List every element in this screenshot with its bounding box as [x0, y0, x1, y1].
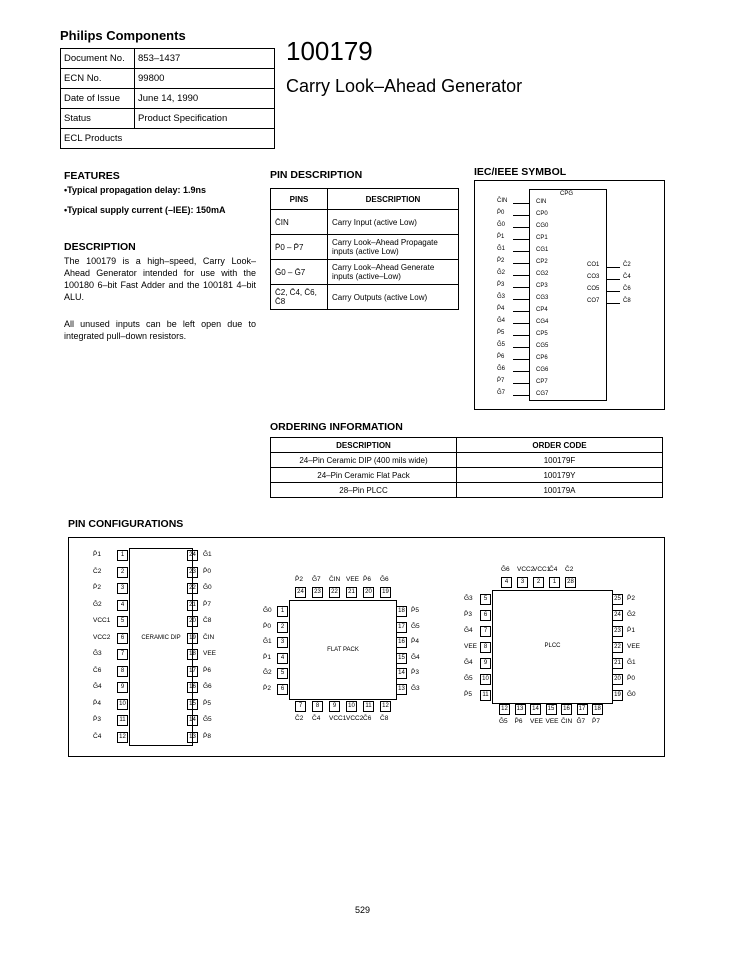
symbol-input-line	[513, 299, 529, 300]
symbol-output-label: C̄6	[623, 286, 631, 292]
pin-number: 24	[612, 610, 623, 621]
pin-number: 3	[277, 637, 288, 648]
symbol-input-label: P̄1	[497, 234, 505, 240]
pin-number: 9	[480, 658, 491, 669]
pin-label: Ḡ6	[380, 576, 389, 583]
symbol-output-label: C̄4	[623, 274, 631, 280]
pin-label: P̄5	[411, 607, 419, 614]
pin-label: Ḡ2	[627, 611, 636, 618]
symbol-input-label: P̄6	[497, 354, 505, 360]
order-code: 100179Y	[457, 468, 663, 483]
pin-number: 22	[612, 642, 623, 653]
symbol-inner-label: CP0	[536, 211, 548, 217]
order-row	[271, 468, 663, 483]
pin-desc: Carry Input (active Low)	[328, 210, 459, 235]
symbol-inner-label: CP5	[536, 331, 548, 337]
pin-number: 17	[396, 622, 407, 633]
pin-desc: Carry Outputs (active Low)	[328, 285, 459, 310]
doc-info-value: 99800	[135, 69, 275, 89]
pin-configurations	[68, 537, 665, 757]
col-order-code: ORDER CODE	[457, 438, 663, 453]
pin-label: P̄5	[464, 691, 472, 698]
pin-label: Ḡ2	[263, 669, 272, 676]
pin-number: 10	[346, 701, 357, 712]
symbol-inner-label: CG4	[536, 319, 549, 325]
pin-label: VEE	[545, 718, 559, 725]
symbol-input-line	[513, 311, 529, 312]
symbol-input-label: Ḡ2	[497, 270, 506, 276]
pin-label: P̄7	[203, 600, 211, 608]
doc-info-value: 853–1437	[135, 49, 275, 69]
feature-2: •Typical supply current (–IEE): 150mA	[64, 205, 226, 215]
pin-number: 12	[380, 701, 391, 712]
pin-number: 10	[117, 699, 128, 710]
symbol-output-inner: CO7	[587, 298, 600, 304]
pin-label: Ḡ1	[627, 659, 636, 666]
pin-number: 15	[546, 704, 557, 715]
symbol-input-line	[513, 275, 529, 276]
pin-number: 8	[480, 642, 491, 653]
pin-number: 2	[533, 577, 544, 588]
pin-label: C̄2	[565, 566, 574, 573]
pin-number: 21	[187, 600, 198, 611]
symbol-input-line	[513, 371, 529, 372]
pin-label: Ḡ0	[263, 607, 272, 614]
pin-number: 7	[480, 626, 491, 637]
pin-number: 16	[561, 704, 572, 715]
pin-number: 20	[612, 674, 623, 685]
pin-number: 5	[480, 594, 491, 605]
pin-number: 7	[117, 649, 128, 660]
pin-label: C̄IN	[329, 576, 341, 583]
pin-number: 17	[577, 704, 588, 715]
pin-label: P̄5	[203, 699, 211, 707]
symbol-input-label: Ḡ4	[497, 318, 506, 324]
pin-number: 2	[277, 622, 288, 633]
document-info-table	[60, 48, 275, 149]
pin-number: 24	[187, 550, 198, 561]
pin-names: Ḡ0 – Ḡ7	[271, 260, 328, 285]
pin-label: VCC1	[533, 566, 551, 573]
doc-info-row	[61, 129, 275, 149]
doc-info-value: Product Specification	[135, 109, 275, 129]
order-code: 100179A	[457, 483, 663, 498]
pin-label: P̄2	[295, 576, 303, 583]
symbol-input-label: P̄2	[497, 258, 505, 264]
pin-label: VEE	[464, 643, 478, 650]
pin-number: 16	[396, 637, 407, 648]
pin-label: Ḡ5	[464, 675, 473, 682]
pin-description-heading: PIN DESCRIPTION	[270, 169, 363, 181]
pin-label: P̄6	[363, 576, 371, 583]
pin-label: C̄6	[93, 666, 102, 674]
pin-label: P̄6	[203, 666, 211, 674]
plcc-label: PLCC	[544, 643, 561, 649]
pin-number: 11	[363, 701, 374, 712]
pin-number: 23	[187, 567, 198, 578]
symbol-input-label: Ḡ0	[497, 222, 506, 228]
col-pins: PINS	[271, 189, 328, 210]
pin-label: P̄0	[263, 622, 271, 630]
col-order-description: DESCRIPTION	[271, 438, 457, 453]
symbol-output-line	[606, 267, 620, 268]
pin-number: 1	[549, 577, 560, 588]
symbol-output-label: C̄8	[623, 298, 631, 304]
order-desc: 24–Pin Ceramic DIP (400 mils wide)	[271, 453, 457, 468]
pin-number: 10	[480, 674, 491, 685]
pin-row	[271, 260, 459, 285]
symbol-inner-label: CG3	[536, 295, 549, 301]
pin-number: 4	[501, 577, 512, 588]
pin-number: 3	[117, 583, 128, 594]
symbol-inner-label: CG5	[536, 343, 549, 349]
pin-label: Ḡ6	[203, 683, 212, 690]
pin-row	[271, 235, 459, 260]
pin-number: 1	[117, 550, 128, 561]
symbol-input-line	[513, 395, 529, 396]
symbol-inner-label: CP4	[536, 307, 548, 313]
symbol-input-label: Ḡ7	[497, 390, 506, 396]
feature-1: •Typical propagation delay: 1.9ns	[64, 185, 207, 195]
pin-number: 6	[117, 633, 128, 644]
doc-info-label: Status	[61, 109, 135, 129]
symbol-input-line	[513, 287, 529, 288]
pin-number: 23	[312, 587, 323, 598]
pin-config-heading: PIN CONFIGURATIONS	[68, 518, 184, 530]
pin-label: P̄3	[464, 611, 472, 618]
pin-label: VEE	[346, 576, 360, 583]
symbol-input-line	[513, 383, 529, 384]
pin-desc: Carry Look–Ahead Generate inputs (active–Low)	[328, 260, 459, 285]
symbol-input-label: P̄7	[497, 378, 505, 384]
doc-info-row	[61, 109, 275, 129]
symbol-input-label: Ḡ1	[497, 246, 506, 252]
pin-number: 14	[396, 668, 407, 679]
symbol-block-label: CPG	[560, 191, 574, 197]
doc-info-value: June 14, 1990	[135, 89, 275, 109]
pin-number: 16	[187, 682, 198, 693]
symbol-block	[529, 189, 607, 401]
pin-number: 18	[592, 704, 603, 715]
pin-label: C̄2	[295, 715, 304, 722]
pin-number: 20	[187, 616, 198, 627]
pin-label: Ḡ4	[464, 627, 473, 634]
col-description: DESCRIPTION	[328, 189, 459, 210]
symbol-output-line	[606, 279, 620, 280]
plcc-package	[492, 590, 613, 704]
pin-label: P̄2	[627, 595, 635, 602]
pin-label: Ḡ0	[627, 691, 636, 698]
pin-number: 24	[295, 587, 306, 598]
doc-info-label: ECL Products	[61, 129, 275, 149]
pin-number: 19	[380, 587, 391, 598]
pin-number: 2	[117, 567, 128, 578]
pin-label: Ḡ3	[411, 684, 420, 692]
pin-number: 15	[396, 653, 407, 664]
flatpack-label: FLAT PACK	[327, 647, 359, 653]
pin-label: Ḡ3	[93, 650, 102, 657]
pin-label: C̄IN	[203, 633, 215, 641]
pin-label: VEE	[203, 650, 217, 657]
order-code: 100179F	[457, 453, 663, 468]
pin-description-table	[270, 188, 459, 310]
pin-number: 21	[346, 587, 357, 598]
flatpack-package	[289, 600, 397, 700]
symbol-output-label: C̄2	[623, 262, 631, 268]
symbol-input-line	[513, 347, 529, 348]
symbol-input-label: Ḡ5	[497, 342, 506, 348]
order-desc: 24–Pin Ceramic Flat Pack	[271, 468, 457, 483]
symbol-input-line	[513, 359, 529, 360]
symbol-output-line	[606, 291, 620, 292]
pin-number: 20	[363, 587, 374, 598]
pin-names: C̄IN	[271, 210, 328, 235]
dip-package	[129, 548, 193, 746]
symbol-input-line	[513, 251, 529, 252]
pin-number: 22	[329, 587, 340, 598]
pin-label: P̄2	[263, 684, 271, 692]
pin-number: 3	[517, 577, 528, 588]
symbol-inner-label: CP1	[536, 235, 548, 241]
pin-number: 22	[187, 583, 198, 594]
pin-label: P̄7	[592, 718, 600, 725]
description-paragraph-2: All unused inputs can be left open due to integrated pull–down resistors.	[64, 319, 256, 341]
pin-desc: Carry Look–Ahead Propagate inputs (active Low)	[328, 235, 459, 260]
pin-number: 6	[277, 684, 288, 695]
doc-info-row	[61, 49, 275, 69]
pin-number: 12	[499, 704, 510, 715]
pin-number: 9	[329, 701, 340, 712]
pin-number: 17	[187, 666, 198, 677]
symbol-input-line	[513, 323, 529, 324]
symbol-input-line	[513, 239, 529, 240]
pin-names: C̄2, C̄4, C̄6, C̄8	[271, 285, 328, 310]
ordering-heading: ORDERING INFORMATION	[270, 421, 403, 433]
iec-symbol	[474, 180, 665, 410]
symbol-input-line	[513, 215, 529, 216]
pin-number: 18	[187, 649, 198, 660]
pin-number: 19	[612, 690, 623, 701]
page-number: 529	[355, 905, 371, 915]
pin-number: 5	[117, 616, 128, 627]
order-desc: 28–Pin PLCC	[271, 483, 457, 498]
pin-label: C̄4	[93, 732, 102, 740]
pin-label: Ḡ5	[411, 622, 420, 630]
pin-label: Ḡ4	[411, 653, 420, 661]
pin-number: 6	[480, 610, 491, 621]
description-heading: DESCRIPTION	[64, 241, 136, 253]
pin-label: Ḡ7	[312, 576, 321, 583]
pin-label: Ḡ4	[464, 659, 473, 666]
pin-number: 8	[312, 701, 323, 712]
pin-label: Ḡ3	[464, 595, 473, 602]
pin-number: 19	[187, 633, 198, 644]
features-heading: FEATURES	[64, 170, 120, 182]
pin-names: P̄0 – P̄7	[271, 235, 328, 260]
symbol-inner-label: CP3	[536, 283, 548, 289]
pin-number: 5	[277, 668, 288, 679]
pin-label: Ḡ1	[203, 551, 212, 558]
symbol-inner-label: CG2	[536, 271, 549, 277]
description-paragraph-1: The 100179 is a high–speed, Carry Look–Ahead Generator intended for use with the 100180 6–bit Fast Adder and the 100181 4–bit ALU.	[64, 256, 256, 302]
pin-number: 15	[187, 699, 198, 710]
symbol-input-label: Ḡ3	[497, 294, 506, 300]
symbol-input-label: P̄0	[497, 210, 505, 216]
pin-label: VCC1	[93, 617, 111, 624]
pin-label: VCC2	[93, 633, 111, 641]
symbol-inner-label: CG6	[536, 367, 549, 373]
pin-number: 8	[117, 666, 128, 677]
order-row	[271, 453, 663, 468]
pin-number: 23	[612, 626, 623, 637]
symbol-input-label: P̄5	[497, 330, 505, 336]
symbol-input-line	[513, 203, 529, 204]
pin-number: 13	[187, 732, 198, 743]
symbol-inner-label: CG0	[536, 223, 549, 229]
pin-number: 4	[117, 600, 128, 611]
doc-info-label: Document No.	[61, 49, 135, 69]
symbol-inner-label: CG1	[536, 247, 549, 253]
pin-label: VCC2	[346, 715, 364, 722]
pin-label: Ḡ6	[501, 566, 510, 573]
pin-number: 14	[530, 704, 541, 715]
pin-number: 13	[396, 684, 407, 695]
symbol-inner-label: CP2	[536, 259, 548, 265]
pin-label: C̄2	[93, 567, 102, 575]
symbol-input-line	[513, 263, 529, 264]
symbol-input-line	[513, 227, 529, 228]
symbol-output-inner: CO5	[587, 286, 600, 292]
symbol-input-label: P̄4	[497, 306, 505, 312]
pin-number: 11	[480, 690, 491, 701]
pin-number: 18	[396, 606, 407, 617]
symbol-inner-label: CIN	[536, 199, 547, 205]
doc-info-label: ECN No.	[61, 69, 135, 89]
symbol-output-inner: CO1	[587, 262, 600, 268]
pin-number: 4	[277, 653, 288, 664]
dip-label: CERAMIC DIP	[141, 635, 181, 641]
pin-number: 11	[117, 715, 128, 726]
pin-number: 14	[187, 715, 198, 726]
pin-number: 12	[117, 732, 128, 743]
symbol-input-label: C̄IN	[497, 198, 508, 204]
symbol-inner-label: CG7	[536, 391, 549, 397]
pin-label: P̄0	[627, 675, 635, 682]
pin-label: C̄4	[549, 566, 558, 573]
doc-info-label: Date of Issue	[61, 89, 135, 109]
pin-label: C̄IN	[561, 718, 573, 725]
pin-label: VCC2	[517, 566, 535, 573]
doc-info-row	[61, 69, 275, 89]
pin-number: 7	[295, 701, 306, 712]
pin-label: P̄6	[514, 718, 523, 725]
pin-label: Ḡ0	[203, 584, 212, 591]
pin-label: C̄4	[312, 715, 321, 722]
order-row	[271, 483, 663, 498]
symbol-input-label: P̄3	[497, 282, 505, 288]
pin-label: C̄8	[380, 715, 389, 722]
pin-label: Ḡ5	[499, 718, 508, 725]
symbol-output-inner: CO3	[587, 274, 600, 280]
pin-label: P̄4	[93, 699, 101, 707]
pin-number: 9	[117, 682, 128, 693]
symbol-input-label: Ḡ6	[497, 366, 506, 372]
product-title: Carry Look–Ahead Generator	[286, 76, 523, 96]
pin-label: P̄4	[411, 638, 419, 645]
pin-number: 25	[612, 594, 623, 605]
pin-label: P̄1	[93, 551, 101, 558]
pin-label: Ḡ4	[93, 683, 102, 690]
symbol-output-line	[606, 303, 620, 304]
pin-number: 13	[515, 704, 526, 715]
pin-label: Ḡ2	[93, 600, 102, 608]
ordering-table	[270, 437, 663, 498]
pin-label: Ḡ1	[263, 638, 272, 645]
pin-label: VCC1	[329, 715, 347, 722]
pin-label: Ḡ5	[203, 716, 212, 723]
doc-info-row	[61, 89, 275, 109]
pin-label: C̄6	[363, 715, 372, 722]
pin-number: 28	[565, 577, 576, 588]
symbol-inner-label: CP6	[536, 355, 548, 361]
pin-label: P̄3	[411, 669, 419, 676]
brand-name: Philips Components	[60, 28, 186, 43]
pin-label: C̄8	[203, 617, 212, 624]
pin-label: P̄1	[627, 627, 635, 634]
pin-row	[271, 285, 459, 310]
part-number: 100179	[286, 36, 373, 66]
pin-label: P̄2	[93, 584, 101, 591]
pin-label: P̄8	[203, 732, 211, 740]
pin-label: P̄3	[93, 716, 101, 723]
pin-number: 1	[277, 606, 288, 617]
pin-row	[271, 210, 459, 235]
pin-label: VEE	[627, 643, 641, 650]
symbol-heading: IEC/IEEE SYMBOL	[474, 166, 567, 178]
pin-label: VEE	[530, 718, 544, 725]
pin-label: Ḡ7	[576, 718, 586, 725]
symbol-inner-label: CP7	[536, 379, 548, 385]
pin-label: P̄0	[203, 567, 211, 575]
symbol-input-line	[513, 335, 529, 336]
pin-label: P̄1	[263, 653, 271, 661]
pin-number: 21	[612, 658, 623, 669]
